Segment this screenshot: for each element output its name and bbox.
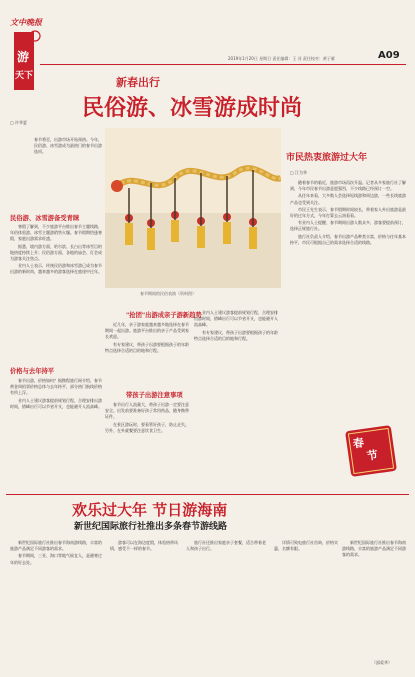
- sub2-body: [10, 378, 102, 411]
- section-tab-text-2: 天下: [15, 71, 34, 81]
- sub4-para: 在景区游玩时，要看管好孩子，防止走失。另外，在外就餐要注意饮食卫生。: [105, 421, 189, 433]
- middle-para: 业内人士建议游客提前规划行程，合理安排出游时间，错峰出行可以节省开支，也能避开人流高峰。: [194, 310, 278, 328]
- byline-top: □ 许华夏: [10, 120, 28, 125]
- sub1-title: 民俗游、冰雪游备受青睐: [10, 215, 80, 222]
- middle-column: [194, 310, 280, 343]
- hero-title: 民俗游、冰雪游成时尚: [82, 95, 303, 121]
- sub1-para: 业内人士表示，传统民俗游和冰雪游已成为春节出游的新时尚，越来越多的游客选择在旅途中过年。: [10, 263, 102, 275]
- masthead-logo: [10, 10, 60, 27]
- bottom-para: 游客可以在海边度假，体验热带风情，感受不一样的春节。: [110, 540, 178, 552]
- banner-subtitle: 新世纪国际旅行社推出多条春节游线路: [74, 522, 228, 532]
- stamp-text: [352, 435, 379, 466]
- sub2-para: 业内人士建议游客提前规划行程，合理安排出游时间，错峰出行可以节省开支，也能避开人流高峰。: [10, 397, 102, 409]
- section-tab-text-1: 游: [17, 50, 30, 64]
- bottom-para: 新世纪国际旅行社推出春节海南游线路，丰富的旅游产品满足不同游客的需求。: [10, 540, 102, 552]
- sub3-para: 近几年，亲子游家庭越来越多地选择在春节期间一起出游。旅游平台推出的亲子产品受到家长欢迎。: [105, 322, 189, 340]
- bottom-para: 详情可致电旅行社咨询，价格实惠，名额有限。: [274, 540, 338, 552]
- sidebar-body: [290, 180, 406, 247]
- sub1-body: [10, 224, 102, 277]
- sidebar-para: 旅行社负责人介绍，春节出游产品种类丰富，价格与往年基本持平，市民可根据自己的需求选择合适的线路。: [290, 233, 406, 245]
- photo-caption: 春节期间的民俗表演（资料图）: [140, 291, 196, 296]
- footer-note: （邵爱华）: [372, 660, 392, 665]
- bottom-col-1: [10, 540, 102, 567]
- sub4-para: 春节出行人流量大，带孩子出游一定要注意安全。出发前要准备好孩子常用药品，随身携带证件。: [105, 402, 189, 420]
- bottom-col-3: [186, 540, 268, 553]
- bottom-para: 旅行社还推出家庭亲子套餐，适合带着老人和孩子出行。: [186, 540, 266, 552]
- banner-title: 欢乐过大年 节日游海南: [72, 501, 228, 519]
- sub2-title: 价格与去年持平: [10, 368, 55, 375]
- sub4-title: 带孩子出游注意事项: [126, 392, 183, 399]
- bottom-col-4: [274, 540, 338, 553]
- sub2-para: 春节出游，价格如何？据携程旅行网介绍，春节黄金周机票价格总体与去年持平，部分热门航线价格有所上浮。: [10, 378, 102, 396]
- sidebar-byline: □ 江为华: [290, 170, 308, 175]
- top-rule: [40, 64, 406, 65]
- intro-text: 春节将至，出游市场开始预热。今年，民俗游、冰雪游成为最热门的春节出游选项。: [34, 137, 102, 155]
- stamp-char-1: 春: [352, 436, 365, 451]
- logo-text: 文中晚报: [10, 17, 42, 27]
- section-tab-icon: [28, 28, 42, 42]
- middle-para: 有专家建议，带孩子出游要根据孩子的年龄特点选择合适的目的地和行程。: [194, 329, 278, 341]
- bottom-rule: [6, 494, 409, 495]
- sidebar-title-box: [286, 145, 406, 163]
- sidebar-para: 随着春节的临近，旅游市场再次升温。记者从多家旅行社了解到，今年市民春节出游意愿强烈，不少线路已经预订一空。: [290, 180, 406, 192]
- hero-kicker: 新春出行: [116, 76, 160, 89]
- sidebar-para: 市民王先生表示，春节假期时间较长，带着家人外出旅游是最好的过年方式，今年打算去云南看看。: [290, 206, 406, 219]
- sub3-title: "抢团"出游成亲子游新趋势: [126, 312, 202, 319]
- sub1-para: 据悉，境内游方面，哈尔滨、长白山等冰雪目的地热度持续上升；民俗游方面，各地的庙会、灯会成为游客关注焦点。: [10, 243, 102, 262]
- sidebar-para: 从往年来看，大多数人会选择短线游和周边游，一些长线旅游产品也受到关注。: [290, 193, 406, 205]
- sidebar-title: 市民热衷旅游过大年: [286, 153, 368, 163]
- bottom-col-2: [110, 540, 180, 553]
- sub3-para: 有专家建议，带孩子出游要根据孩子的年龄特点选择合适的目的地和行程。: [105, 341, 189, 353]
- sub3-body: [105, 322, 189, 355]
- hero-photo: [105, 128, 281, 288]
- sub1-para: 寒假了解到，不少旅游平台推出春节主题线路，年俗体验游、冰雪主题游销售火爆。春节假期恰逢寒假，家庭出游需求旺盛。: [10, 224, 102, 242]
- top-bar-text: 2019年1月20日 星期日 责任编辑：王 河 责任校对：黄子雁: [228, 56, 335, 61]
- bottom-col-5: [342, 540, 406, 560]
- sidebar-para: 有业内人士提醒，春节期间出游人数众多，游客要提前预订，选择正规旅行社。: [290, 220, 406, 232]
- bottom-para: 新世纪国际旅行社推出春节海南游线路，丰富的旅游产品满足不同游客的需求。: [342, 540, 406, 558]
- stamp-char-2: 节: [365, 448, 379, 463]
- sub4-body: [105, 402, 189, 435]
- page-number: A09: [378, 50, 400, 61]
- bottom-para: 春节期间，三亚、海口等地气候宜人，是避寒过年的好去处。: [10, 553, 102, 565]
